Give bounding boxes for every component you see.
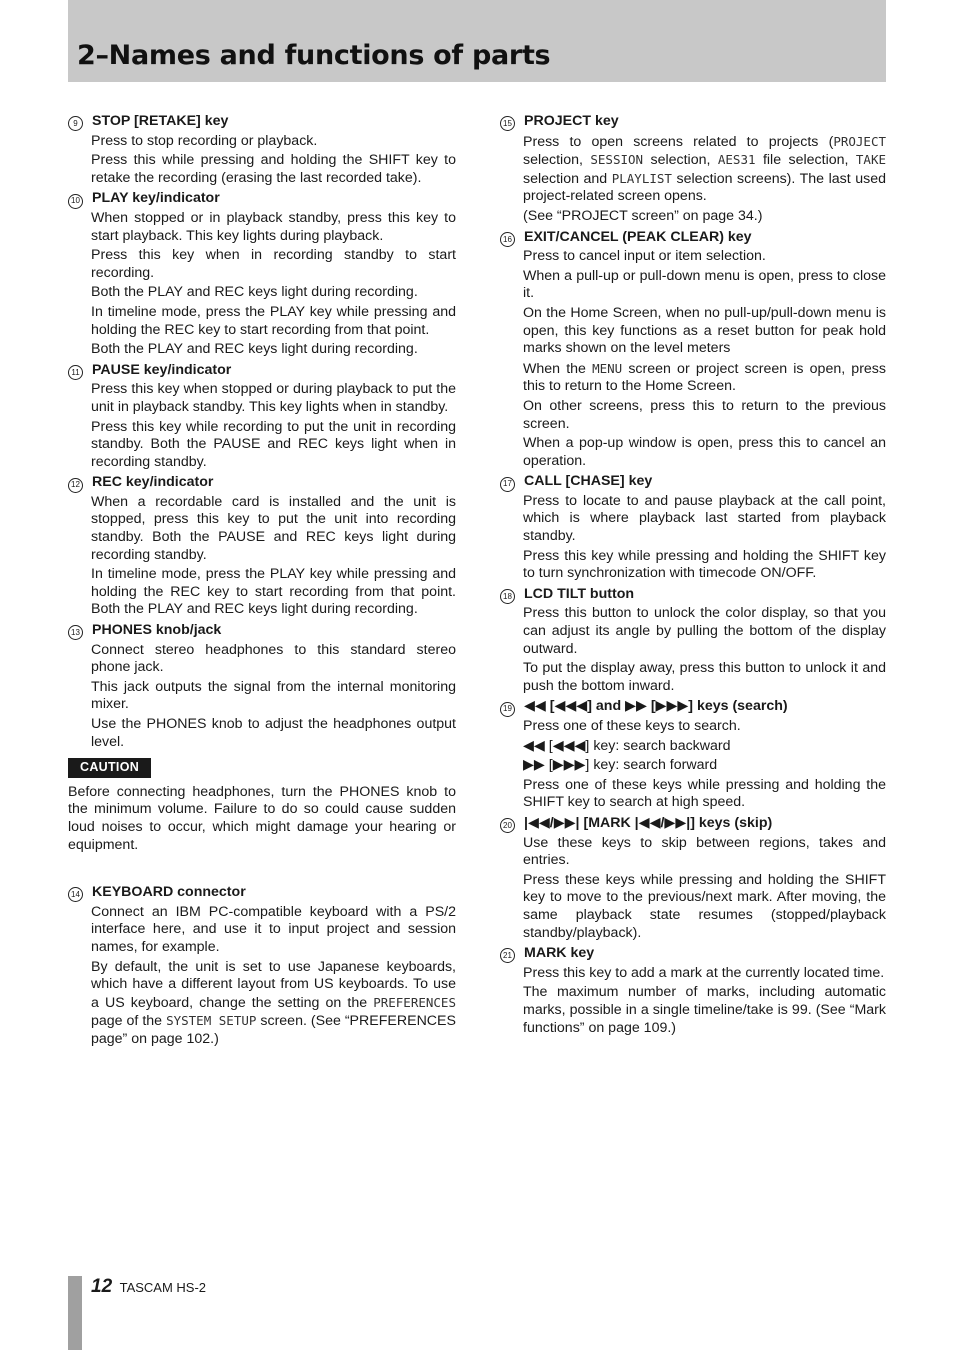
item-pause xyxy=(68,362,456,472)
item-paragraph: In timeline mode, press the PLAY key while pressing and holding the REC key to start recording from that point. Both the PLAY and REC keys light during recording. xyxy=(91,566,456,618)
item-skip-keys xyxy=(500,815,886,942)
screen-name-menu: MENU xyxy=(592,360,623,376)
item-mark xyxy=(500,945,886,1037)
item-title: LCD TILT button xyxy=(524,585,635,602)
item-number: 20 xyxy=(500,818,515,833)
item-paragraph: When stopped or in playback standby, press this key to start playback. This key lights during playback. xyxy=(91,209,456,244)
item-paragraph: On other screens, press this to return to the previous screen. xyxy=(523,397,886,432)
item-paragraph: In timeline mode, press the PLAY key while pressing and holding the REC key to start recording from that point. xyxy=(91,303,456,338)
item-paragraph xyxy=(523,360,886,396)
item-paragraph: Use the PHONES knob to adjust the headphones output level. xyxy=(91,716,456,750)
text-span: By default, the unit is set to use Japanese keyboards, which have a different layout from US keyboards. To use a US keyboard, change the setting on the xyxy=(91,958,456,1011)
item-number: 11 xyxy=(68,365,83,380)
item-number: 15 xyxy=(500,116,515,131)
item-paragraph: This jack outputs the signal from the internal monitoring mixer. xyxy=(91,678,456,713)
item-paragraph: Press this key when stopped or during playback to put the unit in playback standby. This key lights when in standby. xyxy=(91,381,456,415)
text-span: page of the xyxy=(91,1013,167,1030)
item-title: PROJECT key xyxy=(524,113,619,129)
text-span: screen or project screen is open, press this to return to the Home Screen. xyxy=(523,360,886,395)
item-call-chase xyxy=(500,473,886,583)
item-paragraph: Both the PLAY and REC keys light during recording. xyxy=(91,284,418,301)
item-paragraph: Press this while pressing and holding the SHIFT key to retake the recording (erasing the last recorded take). xyxy=(91,152,456,186)
text-span: screen. (See “PREFERENCES page” on page 102.) xyxy=(91,1013,456,1047)
item-paragraph xyxy=(91,959,456,1049)
text-span: selection screens). The last used project-related screen opens. xyxy=(523,170,886,205)
caution-text: Before connecting headphones, turn the PHONES knob to the minimum volume. Failure to do so could cause sudden loud noises to occur, which might damage your hearing or equipment. xyxy=(68,783,456,853)
item-paragraph: Both the PLAY and REC keys light during recording. xyxy=(91,341,418,358)
item-paragraph: To put the display away, press this button to unlock it and push the bottom inward. xyxy=(523,660,886,694)
page-title: 2–Names and functions of parts xyxy=(77,40,551,71)
item-paragraph: On the Home Screen, when no pull-up/pull-down menu is open, this key functions as a reset button for peak hold marks shown on the level meters xyxy=(523,304,886,357)
text-span: Press to open screens related to projects ( xyxy=(523,133,834,150)
item-paragraph: Press this button to unlock the color display, so that you can adjust its angle by pulling the bottom of the display outward. xyxy=(523,605,886,657)
item-paragraph: Press this key while pressing and holding the SHIFT key to turn synchronization with timecode ON/OFF. xyxy=(523,547,886,582)
item-play xyxy=(68,190,456,358)
text-span: selection and xyxy=(523,170,612,187)
item-title: PHONES knob/jack xyxy=(92,622,222,639)
footer xyxy=(91,1276,206,1298)
screen-name-session: SESSION xyxy=(590,152,644,168)
item-paragraph: ▶▶ [▶▶▶] key: search forward xyxy=(523,757,718,774)
item-title: STOP [RETAKE] key xyxy=(92,113,229,129)
item-paragraph: Press these keys while pressing and holding the SHIFT key to move to the previous/next mark. After moving, the same playback state resumes (stopped/playback standby/playback). xyxy=(523,871,886,941)
page-number: 12 xyxy=(91,1276,113,1297)
item-number: 14 xyxy=(68,887,83,902)
item-title: CALL [CHASE] key xyxy=(524,473,653,490)
item-paragraph: ◀◀ [◀◀◀] key: search backward xyxy=(523,737,731,754)
item-paragraph: When a pop-up window is open, press this to cancel an operation. xyxy=(523,435,886,469)
item-title: REC key/indicator xyxy=(92,474,214,491)
item-title: |◀◀/▶▶| [MARK |◀◀/▶▶|] keys (skip) xyxy=(524,814,773,831)
item-phones xyxy=(68,622,456,751)
item-number: 13 xyxy=(68,625,83,640)
text-span: selection, xyxy=(643,152,718,169)
item-number: 18 xyxy=(500,589,515,604)
item-title: ◀◀ [◀◀◀] and ▶▶ [▶▶▶] keys (search) xyxy=(524,698,788,715)
item-number: 17 xyxy=(500,477,515,492)
item-title: PAUSE key/indicator xyxy=(92,361,232,378)
right-column xyxy=(500,113,886,1040)
item-number: 16 xyxy=(500,232,515,247)
item-paragraph: Use these keys to skip between regions, takes and entries. xyxy=(523,834,886,869)
screen-name-aes31: AES31 xyxy=(717,152,756,168)
item-paragraph: Press one of these keys to search. xyxy=(523,718,741,734)
left-column xyxy=(68,113,456,1052)
item-search-keys xyxy=(500,698,886,812)
document-name: TASCAM HS-2 xyxy=(119,1280,207,1295)
text-span: When the xyxy=(523,360,593,377)
item-keyboard xyxy=(68,884,456,1048)
item-paragraph: Connect an IBM PC-compatible keyboard with a PS/2 interface here, and use it to input project and session names, for example. xyxy=(91,903,456,955)
item-exit-cancel xyxy=(500,229,886,471)
item-lcd-tilt xyxy=(500,586,886,696)
item-title: PLAY key/indicator xyxy=(92,190,220,207)
text-span: file selection, xyxy=(755,152,856,169)
item-number: 21 xyxy=(500,948,515,963)
text-span: selection, xyxy=(523,152,591,169)
item-paragraph: Press one of these keys while pressing and holding the SHIFT key to search at high speed. xyxy=(523,776,886,811)
item-title: EXIT/CANCEL (PEAK CLEAR) key xyxy=(524,228,752,245)
item-paragraph: Connect stereo headphones to this standard stereo phone jack. xyxy=(91,641,456,676)
item-paragraph: Press this key while recording to put the unit in recording standby. Both the PAUSE and REC keys light when in recording standby. xyxy=(91,418,456,470)
item-paragraph: Press to locate to and pause playback at the call point, which is where playback last started from playback standby. xyxy=(523,492,886,545)
item-paragraph: The maximum number of marks, including automatic marks, possible in a single timeline/take is 99. (See “Mark functions” on page 109.) xyxy=(523,984,886,1036)
caution-label: CAUTION xyxy=(68,758,151,778)
item-number: 10 xyxy=(68,194,83,209)
item-paragraph: When a recordable card is installed and the unit is stopped, press this key to put the unit into recording standby. Both the PAUSE and REC keys light during recording standby. xyxy=(91,493,456,563)
item-paragraph: Press to cancel input or item selection. xyxy=(523,248,766,265)
item-paragraph: Press to stop recording or playback. xyxy=(91,132,318,149)
item-paragraph: Press this key when in recording standby to start recording. xyxy=(91,247,456,281)
item-paragraph: Press this key to add a mark at the currently located time. xyxy=(523,964,885,981)
item-number: 12 xyxy=(68,478,83,493)
item-title: KEYBOARD connector xyxy=(92,884,246,901)
item-paragraph: When a pull-up or pull-down menu is open, press to close it. xyxy=(523,267,886,302)
item-title: MARK key xyxy=(524,945,595,962)
item-paragraph: (See “PROJECT screen” on page 34.) xyxy=(523,207,763,224)
screen-name-system-setup: SYSTEM SETUP xyxy=(166,1013,257,1029)
item-number: 9 xyxy=(68,116,83,131)
item-number: 19 xyxy=(500,702,515,717)
screen-name-playlist: PLAYLIST xyxy=(611,170,672,186)
item-paragraph xyxy=(523,133,886,206)
item-stop-retake xyxy=(68,113,456,187)
footer-bar xyxy=(68,1276,82,1350)
screen-name-take: TAKE xyxy=(855,152,886,168)
screen-name-preferences: PREFERENCES xyxy=(373,994,456,1010)
item-project xyxy=(500,113,886,226)
screen-name-project: PROJECT xyxy=(833,133,886,149)
item-rec xyxy=(68,474,456,619)
